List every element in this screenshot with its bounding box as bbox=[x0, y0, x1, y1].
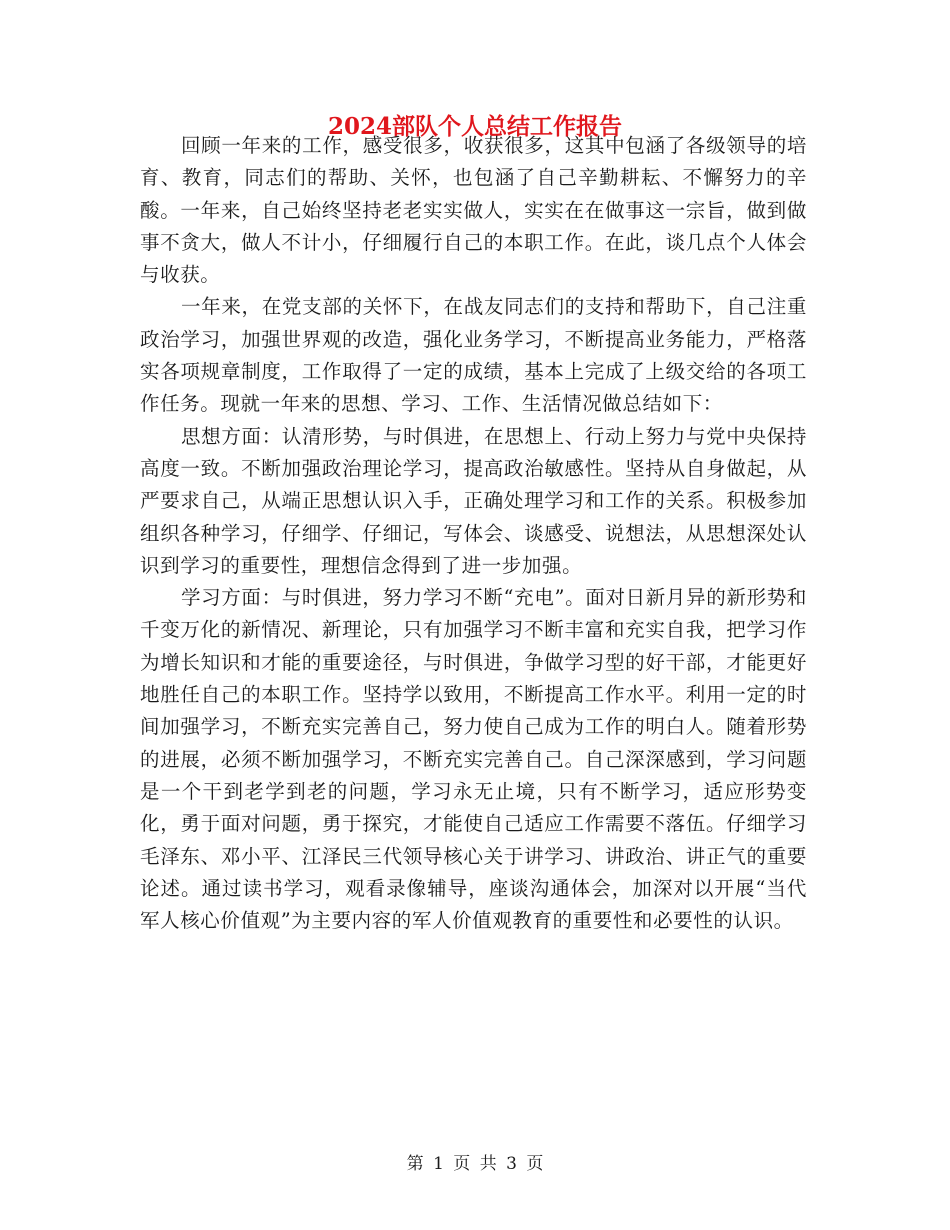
document-body bbox=[140, 130, 807, 937]
paragraph-intro: 回顾一年来的工作，感受很多，收获很多，这其中包涵了各级领导的培育、教育，同志们的帮助、关怀，也包涵了自己辛勤耕耘、不懈努力的辛酸。一年来，自己始终坚持老老实实做人，实实在在做事这一宗旨，做到做事不贪大，做人不计小，仔细履行自己的本职工作。在此，谈几点个人体会与收获。 bbox=[140, 134, 807, 287]
document-title: 2024部队个人总结工作报告 bbox=[327, 113, 622, 140]
paragraph-study: 学习方面：与时俱进，努力学习不断“充电”。面对日新月异的新形势和千变万化的新情况、新理论，只有加强学习不断丰富和充实自我，把学习作为增长知识和才能的重要途径，与时俱进，争做学习型的好干部，才能更好地胜任自己的本职工作。坚持学以致用，不断提高工作水平。利用一定的时间加强学习，不断充实完善自己，努力使自己成为工作的明白人。随着形势的进展，必须不断加强学习，不断充实完善自己。自己深深感到，学习问题是一个干到老学到老的问题，学习永无止境，只有不断学习，适应形势变化，勇于面对问题，勇于探究，才能使自己适应工作需要不落伍。仔细学习毛泽东、邓小平、江泽民三代领导核心关于讲学习、讲政治、讲正气的重要论述。通过读书学习，观看录像辅导，座谈沟通体会，加深对以开展“当代军人核心价值观”为主要内容的军人价值观教育的重要性和必要性的认识。 bbox=[140, 586, 807, 933]
paragraph-overview: 一年来，在党支部的关怀下，在战友同志们的支持和帮助下，自己注重政治学习，加强世界观的改造，强化业务学习，不断提高业务能力，严格落实各项规章制度，工作取得了一定的成绩，基本上完成了上级交给的各项工作任务。现就一年来的思想、学习、工作、生活情况做总结如下： bbox=[140, 295, 807, 416]
page-number-footer: 第 1 页 共 3 页 bbox=[406, 1154, 544, 1174]
paragraph-thought: 思想方面：认清形势，与时俱进，在思想上、行动上努力与党中央保持高度一致。不断加强政治理论学习，提高政治敏感性。坚持从自身做起，从严要求自己，从端正思想认识入手，正确处理学习和工作的关系。积极参加组织各种学习，仔细学、仔细记，写体会、谈感受、说想法，从思想深处认识到学习的重要性，理想信念得到了进一步加强。 bbox=[140, 424, 807, 577]
